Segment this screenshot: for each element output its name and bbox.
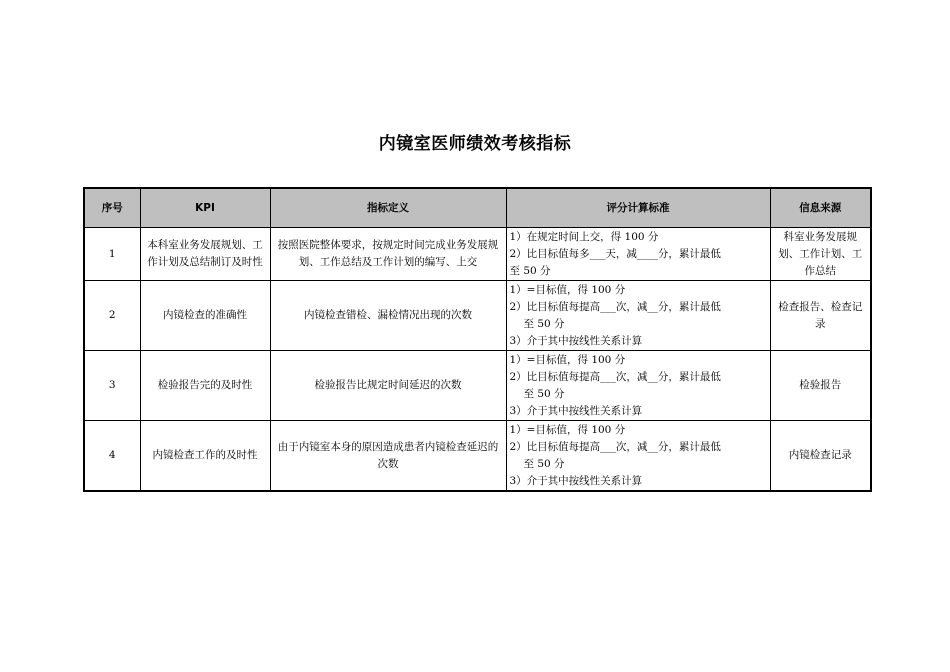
criteria-line: 1）=目标值，得 100 分 xyxy=(509,353,626,366)
page-title: 内镜室医师绩效考核指标 xyxy=(378,134,572,154)
criteria-line: 2）比目标值每多___天，减____分，累计最低 xyxy=(509,247,721,260)
criteria-cell xyxy=(506,351,770,421)
definition-cell: 内镜检查错检、漏检情况出现的次数 xyxy=(270,281,506,351)
source-cell: 检验报告 xyxy=(770,351,871,421)
definition-cell: 由于内镜室本身的原因造成患者内镜检查延迟的次数 xyxy=(270,421,506,492)
criteria-line: 2）比目标值每提高___次，减__分，累计最低 xyxy=(509,440,721,453)
criteria-line: 3）介于其中按线性关系计算 xyxy=(509,474,643,487)
definition-cell: 检验报告比规定时间延迟的次数 xyxy=(270,351,506,421)
kpi-cell: 检验报告完的及时性 xyxy=(140,351,270,421)
criteria-line: 至 50 分 xyxy=(523,317,565,330)
criteria-line: 2）比目标值每提高___次，减__分，累计最低 xyxy=(509,300,721,313)
kpi-cell: 内镜检查工作的及时性 xyxy=(140,421,270,492)
criteria-line: 3）介于其中按线性关系计算 xyxy=(509,404,643,417)
table-row xyxy=(84,281,871,351)
criteria-cell xyxy=(506,228,770,281)
table-row xyxy=(84,351,871,421)
header-kpi: KPI xyxy=(140,188,270,228)
table-row xyxy=(84,421,871,492)
kpi-cell: 内镜检查的准确性 xyxy=(140,281,270,351)
criteria-line: 至 50 分 xyxy=(509,264,551,277)
criteria-line: 至 50 分 xyxy=(523,387,565,400)
definition-cell: 按照医院整体要求，按规定时间完成业务发展规划、工作总结及工作计划的编写、上交 xyxy=(270,228,506,281)
header-source: 信息来源 xyxy=(770,188,871,228)
criteria-line: 1）在规定时间上交，得 100 分 xyxy=(509,230,659,243)
row-number: 1 xyxy=(84,228,140,281)
table-header-row xyxy=(84,188,871,228)
criteria-line: 1）=目标值，得 100 分 xyxy=(509,423,626,436)
source-cell: 检查报告、检查记录 xyxy=(770,281,871,351)
row-number: 2 xyxy=(84,281,140,351)
table-row xyxy=(84,228,871,281)
source-cell: 内镜检查记录 xyxy=(770,421,871,492)
header-definition: 指标定义 xyxy=(270,188,506,228)
criteria-line: 2）比目标值每提高___次，减__分，累计最低 xyxy=(509,370,721,383)
row-number: 3 xyxy=(84,351,140,421)
header-no: 序号 xyxy=(84,188,140,228)
kpi-table xyxy=(83,187,872,492)
criteria-cell xyxy=(506,421,770,492)
source-cell: 科室业务发展规划、工作计划、工作总结 xyxy=(770,228,871,281)
criteria-line: 3）介于其中按线性关系计算 xyxy=(509,334,643,347)
header-criteria: 评分计算标准 xyxy=(506,188,770,228)
criteria-line: 1）=目标值，得 100 分 xyxy=(509,283,626,296)
criteria-line: 至 50 分 xyxy=(523,457,565,470)
kpi-cell: 本科室业务发展规划、工作计划及总结制订及时性 xyxy=(140,228,270,281)
row-number: 4 xyxy=(84,421,140,492)
criteria-cell xyxy=(506,281,770,351)
